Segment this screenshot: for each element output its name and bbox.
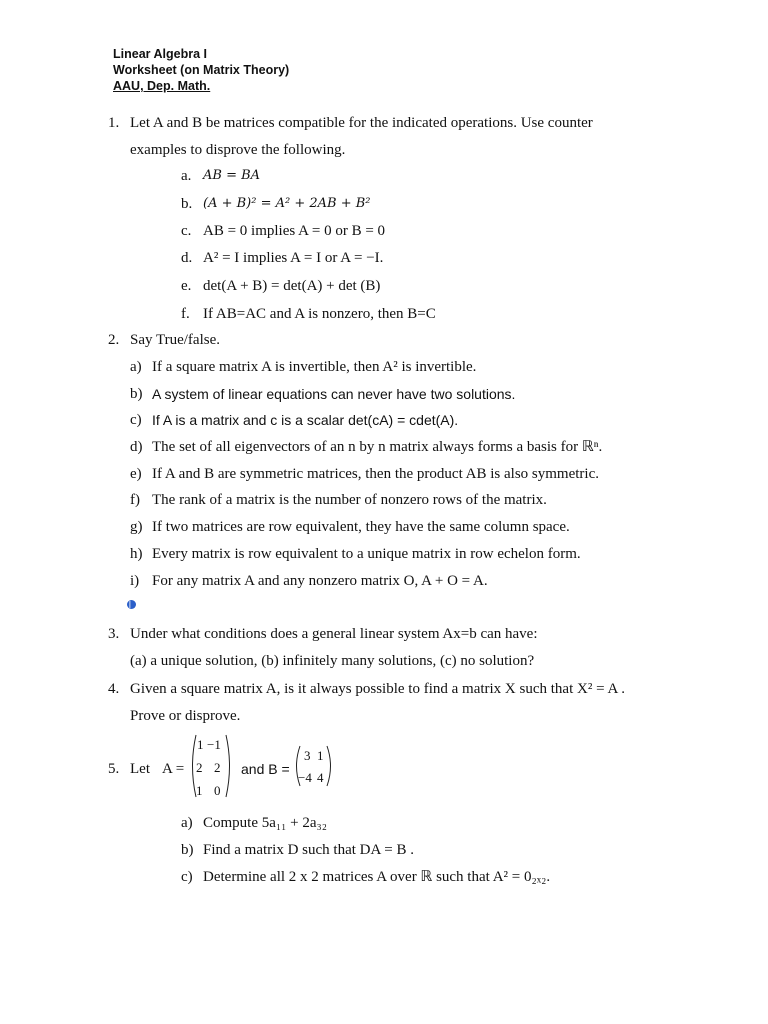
q2-item-label: g) — [130, 519, 143, 535]
q1-item-label: c. — [181, 223, 192, 239]
q2-item-text: If A and B are symmetric matrices, then the product AB is also symmetric. — [152, 466, 599, 482]
q3-text-line2: (a) a unique solution, (b) infinitely many solutions, (c) no solution? — [130, 653, 535, 669]
q1-item-text: AB = 0 implies A = 0 or B = 0 — [203, 223, 386, 239]
q2-item-label: e) — [130, 466, 142, 482]
q1-item-label: a. — [181, 168, 192, 184]
q5-item-label: a) — [181, 815, 193, 831]
q5-item-text: Find a matrix D such that DA = B . — [203, 842, 414, 858]
q1-item-text: If AB=AC and A is nonzero, then B=C — [203, 306, 436, 322]
list-bullet-icon — [126, 598, 137, 609]
department-label: AAU, Dep. Math. — [113, 79, 211, 93]
document-header — [113, 46, 289, 94]
q5-item-text: Determine all 2 x 2 matrices A over ℝ such that A² = 0₂ₓ₂. — [203, 869, 551, 885]
q1-item-text: A² = I implies A = I or A = −I. — [203, 250, 384, 266]
matrix-b-cell: −4 — [298, 770, 312, 785]
matrix-a-cell: 0 — [214, 783, 221, 798]
q1-item-text: AB = BA — [203, 168, 261, 183]
matrix-a-label: A = — [162, 761, 185, 777]
q2-item-label: h) — [130, 546, 143, 562]
q1-item-label: e. — [181, 278, 192, 294]
course-title: Linear Algebra I — [113, 47, 208, 61]
q2-item-label: i) — [130, 573, 140, 589]
matrix-b-cell: 3 — [304, 748, 311, 763]
q2-item-text: For any matrix A and any nonzero matrix O, A + O = A. — [152, 573, 488, 589]
matrix-b-right-paren — [325, 744, 335, 788]
q2-item-text: If two matrices are row equivalent, they have the same column space. — [152, 519, 570, 535]
matrix-a-right-paren — [224, 733, 234, 799]
q4-text-line2: Prove or disprove. — [130, 708, 241, 724]
matrix-a-cell: 1 — [196, 783, 203, 798]
q4-text-line1: Given a square matrix A, is it always possible to find a matrix X such that X² = A . — [130, 681, 625, 697]
worksheet-title: Worksheet (on Matrix Theory) — [113, 63, 290, 77]
q2-item-text: A system of linear equations can never have two solutions. — [152, 386, 516, 402]
matrix-a-cell: 1 — [197, 737, 204, 752]
q2-item-label: b) — [130, 386, 143, 402]
q3-text-line1: Under what conditions does a general linear system Ax=b can have: — [130, 626, 538, 642]
q5-item-label: b) — [181, 842, 194, 858]
q3-number: 3. — [108, 626, 120, 642]
q1-number: 1. — [108, 115, 120, 131]
q1-text-line1: Let A and B be matrices compatible for the indicated operations. Use counter — [130, 115, 593, 131]
q2-item-text: If A is a matrix and c is a scalar det(cA) = cdet(A). — [152, 412, 459, 428]
matrix-b-cell: 1 — [317, 748, 324, 763]
q2-item-text: If a square matrix A is invertible, then A² is invertible. — [152, 359, 477, 375]
q4-number: 4. — [108, 681, 120, 697]
matrix-b-cell: 4 — [317, 770, 324, 785]
q5-number: 5. — [108, 761, 120, 777]
q2-item-text: Every matrix is row equivalent to a unique matrix in row echelon form. — [152, 546, 581, 562]
q1-item-label: d. — [181, 250, 193, 266]
q1-item-label: f. — [181, 306, 190, 322]
q5-item-label: c) — [181, 869, 193, 885]
q2-item-label: d) — [130, 439, 143, 455]
q2-number: 2. — [108, 332, 120, 348]
q1-item-label: b. — [181, 196, 193, 212]
q2-intro: Say True/false. — [130, 332, 220, 348]
q1-item-text: det(A + B) = det(A) + det (B) — [203, 278, 381, 294]
matrix-a-cell: −1 — [207, 737, 221, 752]
matrix-a-cell: 2 — [214, 760, 221, 775]
q5-let: Let — [130, 761, 150, 777]
matrix-a-cell: 2 — [196, 760, 203, 775]
q2-item-label: f) — [130, 492, 140, 508]
q5-item-text: Compute 5a₁₁ + 2a₃₂ — [203, 815, 327, 831]
q2-item-text: The set of all eigenvectors of an n by n matrix always forms a basis for ℝⁿ. — [152, 439, 603, 455]
q2-item-label: c) — [130, 412, 142, 428]
q2-item-text: The rank of a matrix is the number of nonzero rows of the matrix. — [152, 492, 547, 508]
q1-item-text: (A + B)² = A² + 2AB + B² — [203, 196, 371, 211]
q1-text-line2: examples to disprove the following. — [130, 142, 346, 158]
matrix-b-label: and B = — [241, 761, 290, 777]
q2-item-label: a) — [130, 359, 142, 375]
